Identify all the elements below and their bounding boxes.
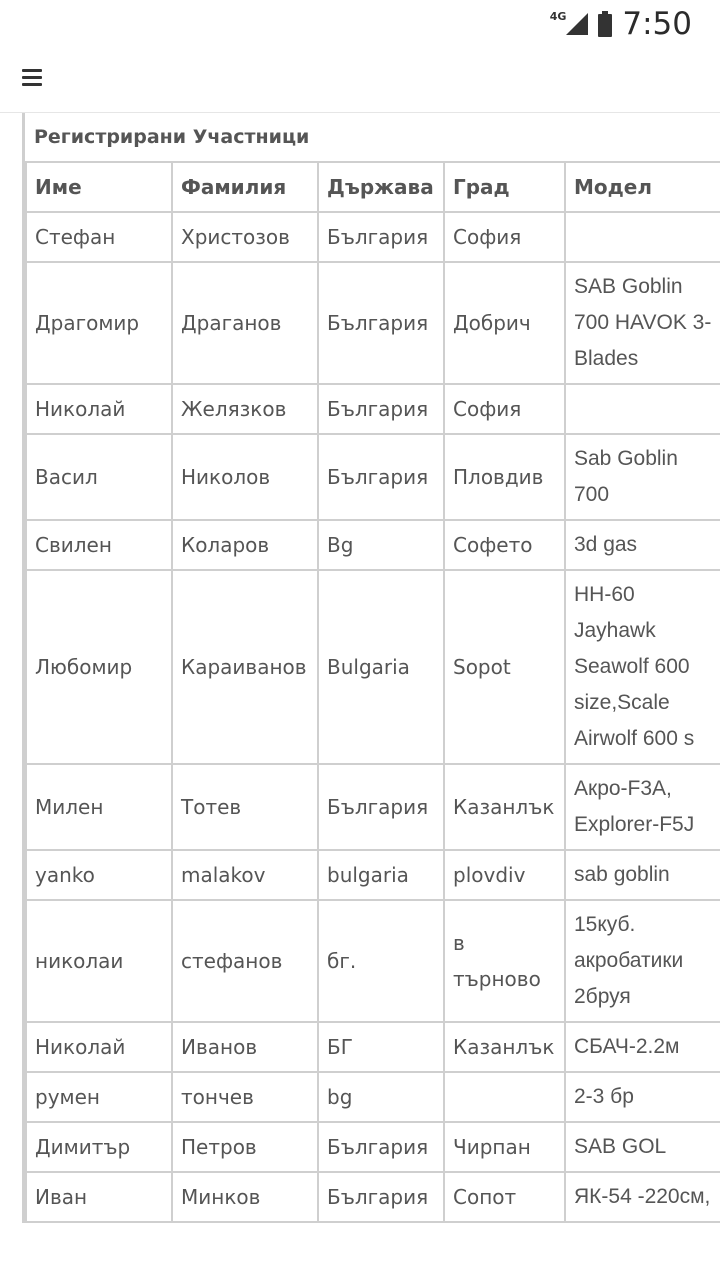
cell-first-name: румен (26, 1072, 172, 1122)
cell-model: 15куб. акробатики 2бруя (565, 900, 720, 1022)
table-row (26, 1172, 720, 1222)
cell-city: plovdiv (444, 850, 565, 900)
cell-country: Bg (318, 520, 444, 570)
clock: 7:50 (622, 6, 692, 42)
cell-last-name: Желязков (172, 384, 318, 434)
table-row (26, 570, 720, 764)
table-row (26, 850, 720, 900)
cell-first-name: yanko (26, 850, 172, 900)
cell-country: България (318, 764, 444, 850)
cell-country: България (318, 1172, 444, 1222)
cell-model (565, 212, 720, 262)
cell-last-name: Петров (172, 1122, 318, 1172)
cell-city: Чирпан (444, 1122, 565, 1172)
table-row (26, 212, 720, 262)
cell-country: България (318, 262, 444, 384)
table-header-row (26, 162, 720, 212)
cell-first-name: Стефан (26, 212, 172, 262)
cell-country: бг. (318, 900, 444, 1022)
cell-model: HH-60 Jayhawk Seawolf 600 size,Scale Airwolf 600 s (565, 570, 720, 764)
cell-city: Казанлък (444, 1022, 565, 1072)
cell-model: Акро-F3A, Explorer-F5J (565, 764, 720, 850)
cell-last-name: Христозов (172, 212, 318, 262)
table-row (26, 900, 720, 1022)
page-content[interactable] (0, 113, 720, 1280)
table-row (26, 262, 720, 384)
cell-first-name: Драгомир (26, 262, 172, 384)
cell-last-name: Драганов (172, 262, 318, 384)
cell-first-name: Свилен (26, 520, 172, 570)
cell-model: СБАЧ-2.2м (565, 1022, 720, 1072)
cell-country: България (318, 1122, 444, 1172)
cell-city: Пловдив (444, 434, 565, 520)
cell-country: БГ (318, 1022, 444, 1072)
cell-model (565, 384, 720, 434)
table-row (26, 384, 720, 434)
status-bar (0, 0, 720, 48)
header-model: Модел (565, 162, 720, 212)
cell-model: SAB GOL (565, 1122, 720, 1172)
table-row (26, 1022, 720, 1072)
cell-city (444, 1072, 565, 1122)
cell-first-name: Николай (26, 1022, 172, 1072)
cell-model: SAB Goblin 700 HAVOK 3-Blades (565, 262, 720, 384)
cell-model: ЯК-54 -220см, (565, 1172, 720, 1222)
cell-country: Bulgaria (318, 570, 444, 764)
network-type-label: 4G (549, 9, 567, 23)
cell-city: Добрич (444, 262, 565, 384)
cell-city: Сопот (444, 1172, 565, 1222)
app-toolbar (0, 48, 720, 113)
cell-first-name: Николай (26, 384, 172, 434)
cell-city: София (444, 212, 565, 262)
cell-city: в търново (444, 900, 565, 1022)
battery-icon (598, 11, 612, 37)
cell-last-name: стефанов (172, 900, 318, 1022)
cell-country: България (318, 212, 444, 262)
cell-model: Sab Goblin 700 (565, 434, 720, 520)
header-country: Държава (318, 162, 444, 212)
hamburger-menu-icon[interactable] (22, 69, 42, 87)
cell-last-name: Николов (172, 434, 318, 520)
cell-last-name: Минков (172, 1172, 318, 1222)
table-row (26, 764, 720, 850)
cell-last-name: Коларов (172, 520, 318, 570)
cell-last-name: тончев (172, 1072, 318, 1122)
signal-icon (566, 13, 588, 35)
cell-first-name: николаи (26, 900, 172, 1022)
cell-country: България (318, 434, 444, 520)
cell-first-name: Димитър (26, 1122, 172, 1172)
cell-first-name: Васил (26, 434, 172, 520)
cell-last-name: malakov (172, 850, 318, 900)
cell-country: България (318, 384, 444, 434)
participants-table-wrapper (22, 113, 720, 1223)
table-row (26, 1122, 720, 1172)
cell-country: bulgaria (318, 850, 444, 900)
cell-city: София (444, 384, 565, 434)
cell-model: sab goblin (565, 850, 720, 900)
header-last-name: Фамилия (172, 162, 318, 212)
table-row (26, 1072, 720, 1122)
cell-model: 2-3 бр (565, 1072, 720, 1122)
cell-model: 3d gas (565, 520, 720, 570)
status-icons (550, 4, 692, 44)
cell-last-name: Караиванов (172, 570, 318, 764)
cell-city: Казанлък (444, 764, 565, 850)
cell-first-name: Милен (26, 764, 172, 850)
cell-first-name: Любомир (26, 570, 172, 764)
table-row (26, 434, 720, 520)
cell-first-name: Иван (26, 1172, 172, 1222)
cell-city: Софето (444, 520, 565, 570)
header-first-name: Име (26, 162, 172, 212)
cell-city: Sopot (444, 570, 565, 764)
participants-table (25, 113, 720, 1223)
cell-country: bg (318, 1072, 444, 1122)
table-caption: Регистрирани Участници (26, 113, 720, 162)
header-city: Град (444, 162, 565, 212)
cell-last-name: Иванов (172, 1022, 318, 1072)
cell-last-name: Тотев (172, 764, 318, 850)
table-row (26, 520, 720, 570)
